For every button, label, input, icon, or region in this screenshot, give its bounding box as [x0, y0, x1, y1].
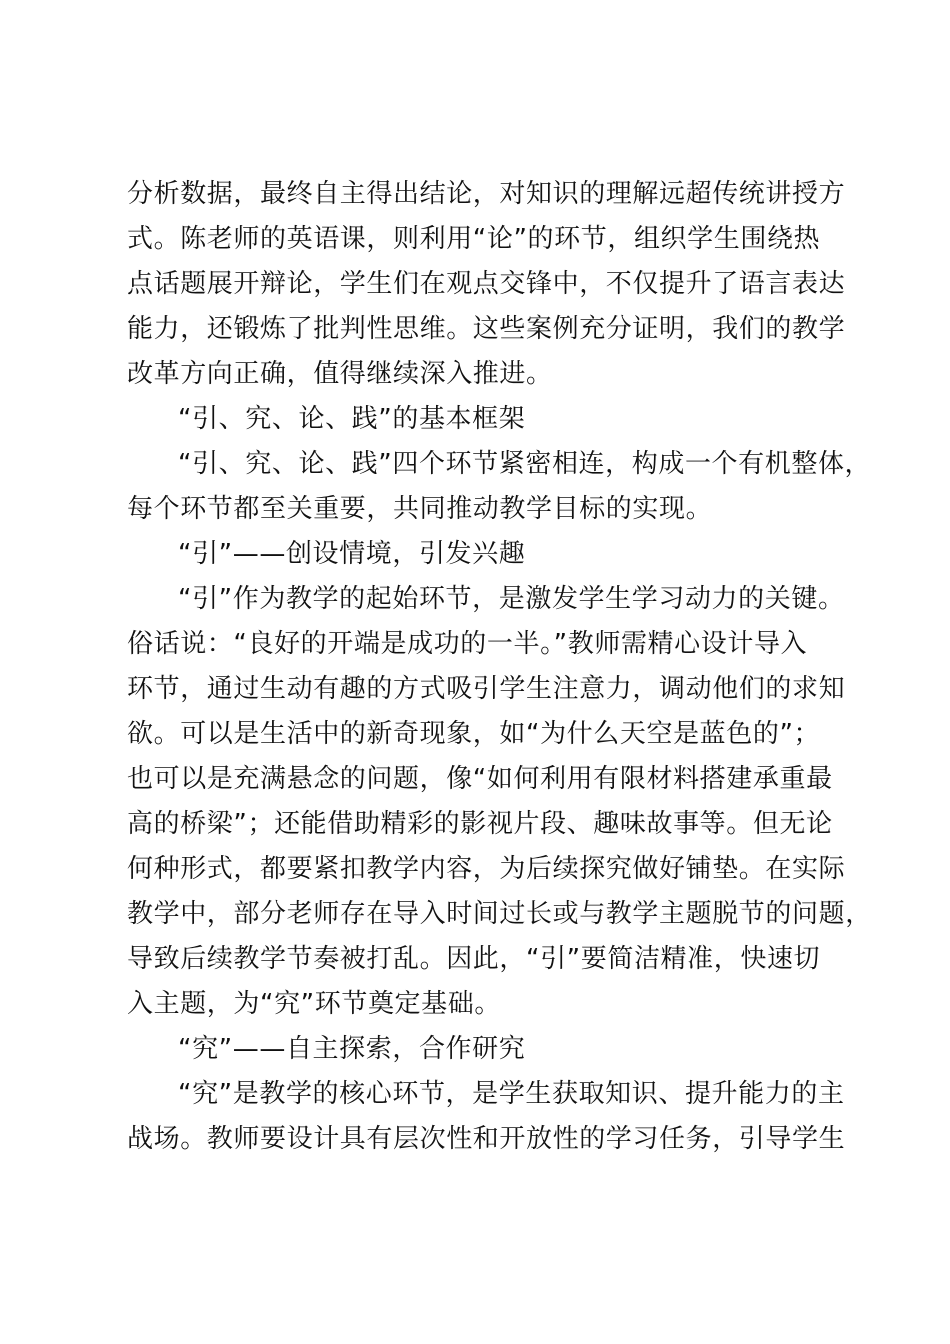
text-line: 改革方向正确，值得继续深入推进。 [127, 359, 553, 389]
text-line: 导致后续教学节奏被打乱。因此，“引”要简洁精准，快速切 [127, 944, 821, 974]
text-line: 点话题展开辩论，学生们在观点交锋中，不仅提升了语言表达 [127, 269, 846, 299]
text-line: 式。陈老师的英语课，则利用“论”的环节，组织学生围绕热 [127, 224, 821, 254]
text-line: 俗话说：“良好的开端是成功的一半。”教师需精心设计导入 [127, 629, 808, 659]
text-line: “引、究、论、践”四个环节紧密相连，构成一个有机整体， [178, 449, 872, 479]
text-line: “究”是教学的核心环节，是学生获取知识、提升能力的主 [178, 1079, 845, 1109]
text-line: 教学中，部分老师存在导入时间过长或与教学主题脱节的问题， [127, 899, 872, 929]
text-line: 能力，还锻炼了批判性思维。这些案例充分证明，我们的教学 [127, 314, 846, 344]
text-line: 也可以是充满悬念的问题，像“如何利用有限材料搭建承重最 [127, 764, 833, 794]
text-line: 战场。教师要设计具有层次性和开放性的学习任务，引导学生 [127, 1124, 846, 1154]
section-heading: “引、究、论、践”的基本框架 [178, 404, 526, 434]
text-line: 环节，通过生动有趣的方式吸引学生注意力，调动他们的求知 [127, 674, 846, 704]
section-heading: “究”——自主探索，合作研究 [178, 1034, 526, 1064]
text-line: “引”作为教学的起始环节，是激发学生学习动力的关键。 [178, 584, 845, 614]
text-line: 入主题，为“究”环节奠定基础。 [127, 989, 501, 1019]
text-line: 何种形式，都要紧扣教学内容，为后续探究做好铺垫。在实际 [127, 854, 846, 884]
text-line: 欲。可以是生活中的新奇现象，如“为什么天空是蓝色的”； [127, 719, 821, 749]
text-line: 分析数据，最终自主得出结论，对知识的理解远超传统讲授方 [127, 179, 846, 209]
text-line: 每个环节都至关重要，共同推动教学目标的实现。 [127, 494, 713, 524]
text-line: 高的桥梁”；还能借助精彩的影视片段、趣味故事等。但无论 [127, 809, 833, 839]
section-heading: “引”——创设情境，引发兴趣 [178, 539, 526, 569]
